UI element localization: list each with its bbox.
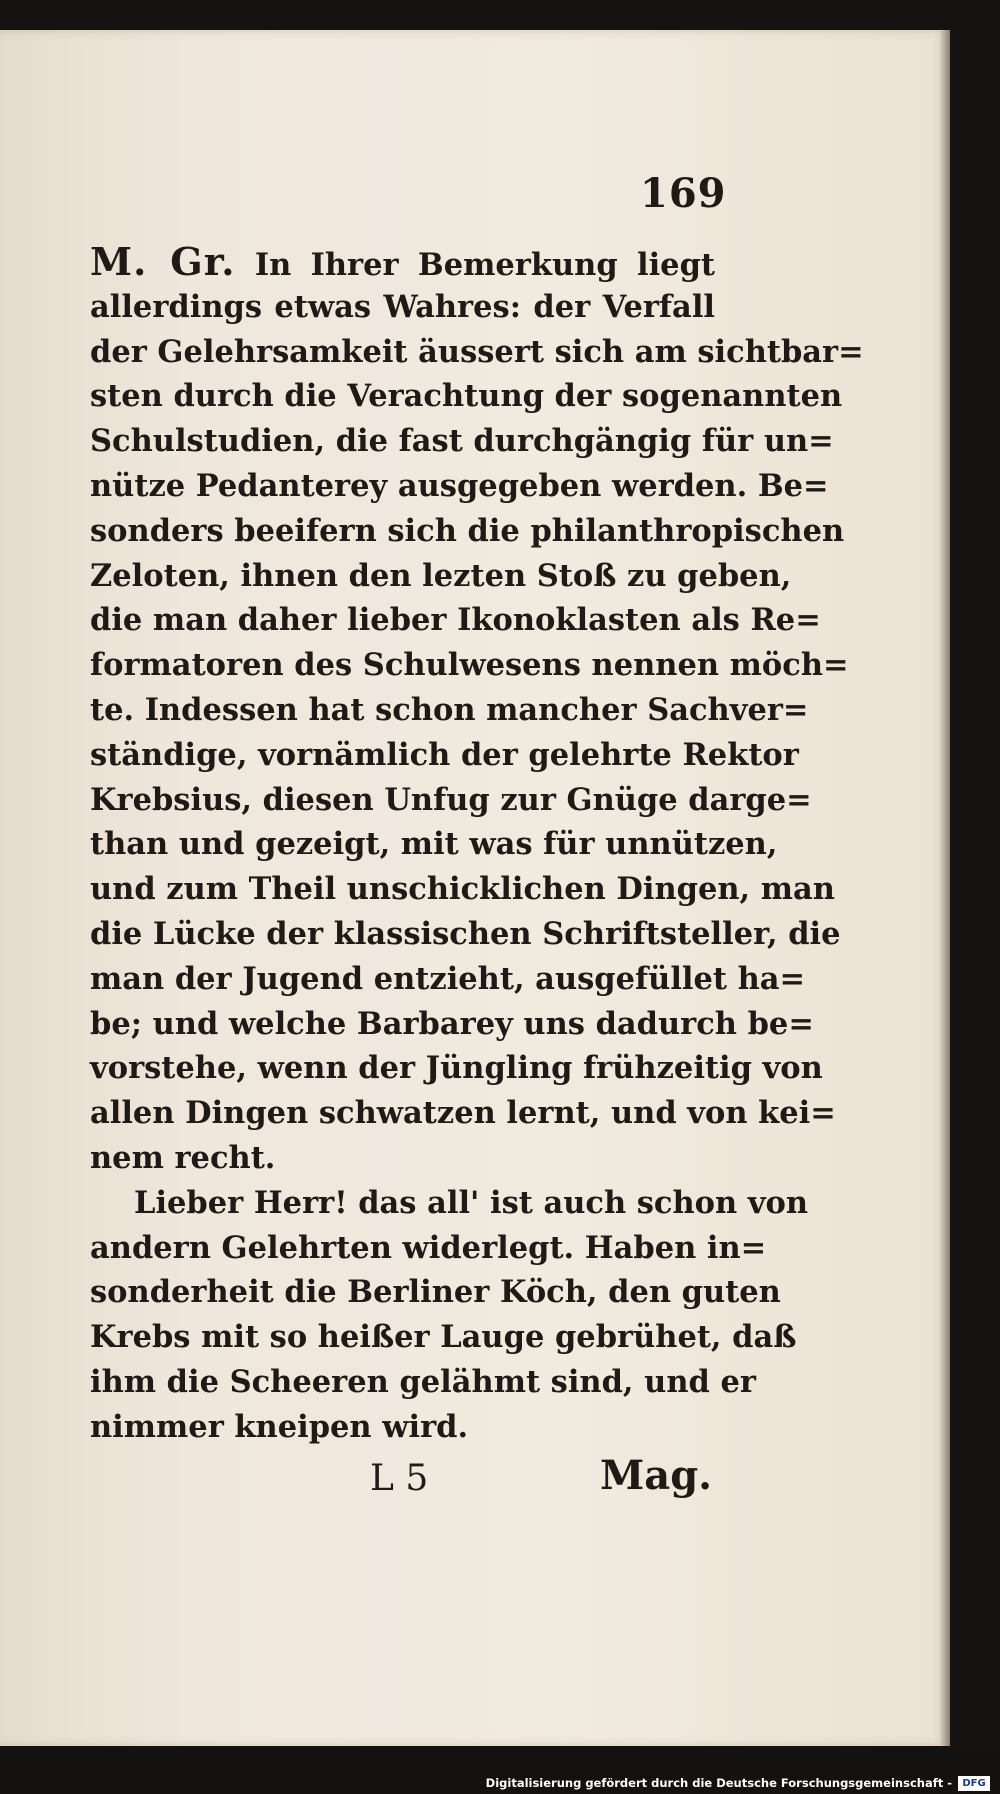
text-line [90, 240, 715, 285]
line-text: than und gezeigt, mit was für unnützen, [90, 826, 778, 863]
line-text: In Ihrer Bemerkung liegt [254, 247, 715, 283]
page-number: 169 [640, 170, 727, 217]
line-text: nimmer kneipen wird. [90, 1408, 469, 1445]
text-line [90, 1226, 767, 1271]
line-text: andern Gelehrten widerlegt. Haben in= [90, 1229, 767, 1266]
text-line [90, 419, 834, 464]
text-line [90, 330, 864, 375]
text-line [90, 643, 849, 688]
line-text: vorstehe, wenn der Jüngling frühzeitig von [90, 1050, 823, 1087]
funding-credit: Digitalisierung gefördert durch die Deutsche Forschungsgemeinschaft - [485, 1776, 952, 1790]
catchword: Mag. [600, 1452, 713, 1499]
text-line [90, 688, 809, 733]
page-edge [940, 30, 950, 1746]
line-text: ständige, vornämlich der gelehrte Rektor [90, 736, 799, 773]
line-text: be; und welche Barbarey uns dadurch be= [90, 1005, 814, 1042]
line-text: nem recht. [90, 1139, 276, 1176]
text-line [90, 1091, 836, 1136]
line-text: die Lücke der klassischen Schriftsteller, die [90, 915, 841, 952]
line-text: Krebs mit so heißer Lauge gebrühet, daß [90, 1319, 797, 1356]
text-line [90, 285, 715, 330]
text-line [90, 464, 829, 509]
line-text: sonders beeifern sich die philanthropischen [90, 512, 845, 549]
bottom-bar [0, 1746, 1000, 1794]
text-line [90, 509, 845, 554]
text-line [90, 1315, 797, 1360]
text-line [90, 554, 792, 599]
line-text: sten durch die Verachtung der sogenannten [90, 378, 843, 415]
text-line [90, 1136, 715, 1181]
dfg-logo: DFG [958, 1776, 990, 1791]
line-text: nütze Pedanterey ausgegeben werden. Be= [90, 467, 829, 504]
text-line [90, 778, 812, 823]
text-line [90, 733, 799, 778]
text-line [90, 867, 835, 912]
line-text: formatoren des Schulwesens nennen möch= [90, 647, 849, 684]
signature-mark: L 5 [370, 1458, 429, 1499]
line-text: man der Jugend entzieht, ausgefüllet ha= [90, 960, 806, 997]
text-line [90, 957, 806, 1002]
text-line [90, 1270, 781, 1315]
text-line [90, 1405, 715, 1450]
line-text: Zeloten, ihnen den lezten Stoß zu geben, [90, 557, 792, 594]
page-text [90, 239, 864, 1450]
line-text: te. Indessen hat schon mancher Sachver= [90, 691, 809, 728]
line-text: und zum Theil unschicklichen Dingen, man [90, 871, 835, 908]
text-line [90, 374, 843, 419]
text-line [90, 1360, 756, 1405]
line-text: allen Dingen schwatzen lernt, und von kei= [90, 1095, 836, 1132]
line-text: Schulstudien, die fast durchgängig für un= [90, 423, 834, 460]
line-text: allerdings etwas Wahres: der Verfall [90, 288, 715, 325]
text-line [90, 912, 841, 957]
text-line [90, 822, 778, 867]
line-text: Lieber Herr! das all' ist auch schon von [134, 1184, 809, 1221]
text-line [90, 598, 821, 643]
text-line [90, 1046, 823, 1091]
speaker-label: M. Gr. [90, 239, 236, 284]
line-text: Krebsius, diesen Unfug zur Gnüge darge= [90, 781, 812, 818]
line-text: ihm die Scheeren gelähmt sind, und er [90, 1363, 756, 1400]
line-text: die man daher lieber Ikonoklasten als Re= [90, 602, 821, 639]
line-text: sonderheit die Berliner Köch, den guten [90, 1274, 781, 1311]
text-line [90, 1181, 809, 1226]
line-text: der Gelehrsamkeit äussert sich am sichtbar= [90, 333, 864, 370]
text-line [90, 1002, 814, 1047]
